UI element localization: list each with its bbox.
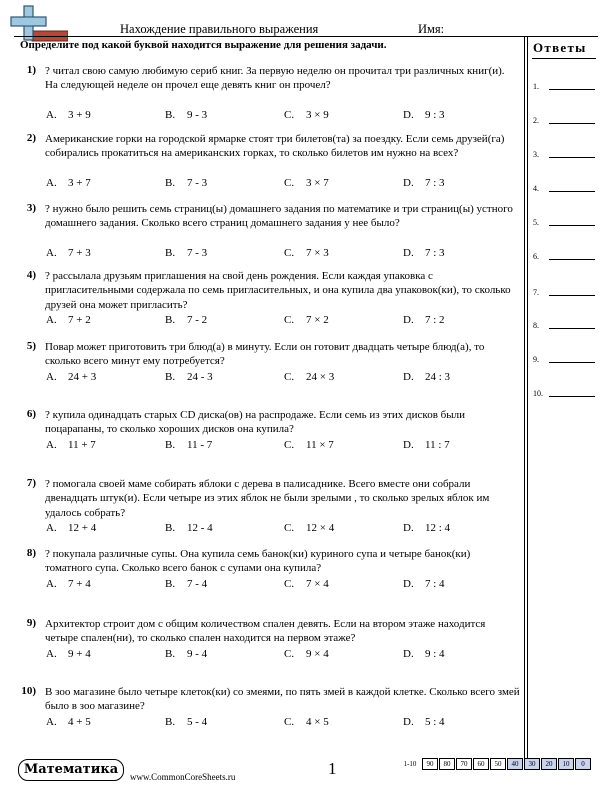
option-expression: 4 × 5 [306,715,329,728]
option-expression: 7 - 4 [187,577,208,590]
answer-blank[interactable] [549,396,595,397]
option-expression: 3 × 7 [306,177,329,190]
option-expression: 11 + 7 [68,438,96,451]
score-cell: 0 [575,758,591,770]
option-letter: B. [165,577,176,590]
option-expression: 7 : 3 [425,177,445,190]
answer-option[interactable] [165,177,207,189]
option-letter: D. [403,177,414,190]
answer-number: 9. [533,355,539,364]
option-letter: C. [284,370,295,383]
question-text: В зоо магазине было четыре клеток(ки) со змеями, по пять змей в каждой клетке. Сколько всего змей было в зоо магазине? [45,686,520,713]
option-expression: 11 : 7 [425,438,450,451]
answer-option[interactable] [284,109,329,121]
option-letter: A. [46,438,57,451]
question-number: 5) [26,340,36,352]
answer-option[interactable] [165,314,207,326]
option-letter: A. [46,177,57,190]
subject-badge: Математика [18,759,124,781]
answer-line[interactable] [533,181,595,193]
answer-number: 2. [533,116,539,125]
answer-option[interactable] [403,578,445,590]
option-letter: C. [284,177,295,190]
score-cell: 50 [490,758,506,770]
answer-option[interactable] [165,648,207,660]
answer-option[interactable] [165,109,207,121]
answer-number: 10. [533,389,543,398]
answer-option[interactable] [46,177,91,189]
option-letter: D. [403,577,414,590]
score-cell: 60 [473,758,489,770]
score-cell: 30 [524,758,540,770]
answer-blank[interactable] [549,123,595,124]
option-letter: C. [284,577,295,590]
option-letter: C. [284,247,295,260]
score-cell: 10 [558,758,574,770]
option-expression: 9 : 4 [425,647,445,660]
answer-line[interactable] [533,113,595,125]
answer-column-divider [524,36,525,758]
answer-number: 8. [533,321,539,330]
option-expression: 7 - 3 [187,247,208,260]
score-cell: 80 [439,758,455,770]
answer-option[interactable] [284,522,334,534]
option-expression: 7 : 3 [425,247,445,260]
option-letter: B. [165,109,176,122]
header-divider [14,36,598,37]
option-letter: D. [403,438,414,451]
answer-number: 5. [533,218,539,227]
question-number: 3) [26,202,36,214]
question-number: 9) [26,617,36,629]
option-letter: C. [284,438,295,451]
answer-option[interactable] [284,314,329,326]
answer-line[interactable] [533,352,595,364]
answer-number: 1. [533,82,539,91]
question-text: ? покупала различные супы. Она купила семь банок(ки) куриного супа и четыре банок(ки) томатного супа. Сколько всего банок с супами она купила? [45,548,471,575]
answer-option[interactable] [403,522,450,534]
option-expression: 7 × 2 [306,314,329,327]
option-letter: C. [284,109,295,122]
answer-option[interactable] [165,578,207,590]
answer-line[interactable] [533,285,595,297]
option-expression: 3 + 7 [68,177,91,190]
question-number: 4) [26,269,36,281]
answer-option[interactable] [403,109,445,121]
option-expression: 9 - 3 [187,109,208,122]
question-text: ? рассылала друзьям приглашения на свой день рождения. Если каждая упаковка с пригласительными содержала по семь пригласительных, и она купила два упаковок(ки), то сколько друзей она может пригласить? [45,270,511,311]
answer-option[interactable] [46,522,96,534]
option-letter: B. [165,177,176,190]
option-expression: 9 - 4 [187,647,208,660]
score-strip [398,758,592,770]
question-text: Архитектор строит дом с общим количеством спален девять. Если на втором этаже находится четыре спален(ни), то сколько спален находится на первом этаже? [45,618,486,645]
answer-number: 7. [533,288,539,297]
answer-option[interactable] [46,247,91,259]
option-expression: 9 + 4 [68,647,91,660]
answer-option[interactable] [403,247,445,259]
answer-option[interactable] [403,177,445,189]
answer-number: 6. [533,252,539,261]
score-cell: 40 [507,758,523,770]
answer-line[interactable] [533,386,595,398]
answer-option[interactable] [46,439,96,451]
answer-blank[interactable] [549,89,595,90]
option-letter: A. [46,314,57,327]
option-letter: D. [403,247,414,260]
option-letter: D. [403,715,414,728]
option-letter: D. [403,522,414,535]
answer-line[interactable] [533,147,595,159]
option-expression: 5 - 4 [187,715,208,728]
plus-logo-icon [8,4,68,44]
option-expression: 12 × 4 [306,522,335,535]
option-expression: 3 × 9 [306,109,329,122]
question-number: 7) [26,477,36,489]
option-expression: 7 : 2 [425,314,445,327]
option-expression: 7 + 4 [68,577,91,590]
option-expression: 24 : 3 [425,370,451,383]
question-number: 6) [26,408,36,420]
name-label: Имя: [418,22,445,36]
option-expression: 12 + 4 [68,522,97,535]
question-text: Повар может приготовить три блюд(а) в минуту. Если он готовит двадцать четыре блюд(а), то сколько всего минут ему потребуется? [45,341,485,368]
score-cell: 20 [541,758,557,770]
option-expression: 7 × 3 [306,247,329,260]
score-cell: 90 [422,758,438,770]
option-letter: A. [46,715,57,728]
answer-option[interactable] [284,439,334,451]
option-letter: D. [403,647,414,660]
answers-heading-underline [532,58,596,59]
answer-blank[interactable] [549,328,595,329]
option-expression: 9 × 4 [306,647,329,660]
option-letter: A. [46,647,57,660]
option-expression: 24 - 3 [187,370,213,383]
answer-option[interactable] [46,109,91,121]
answer-blank[interactable] [549,259,595,260]
option-expression: 12 - 4 [187,522,213,535]
option-letter: C. [284,647,295,660]
option-letter: B. [165,522,176,535]
option-letter: D. [403,109,414,122]
site-url: www.CommonCoreSheets.ru [130,772,236,782]
instructions: Определите под какой буквой находится выражение для решения задачи. [20,39,387,51]
option-expression: 11 - 7 [187,438,213,451]
answer-blank[interactable] [549,157,595,158]
question-text: ? купила одинадцать старых CD диска(ов) на распродаже. Если семь из этих дисков были поцарапаны, то сколько хороших дисков она купила? [45,409,466,436]
answer-option[interactable] [284,177,329,189]
worksheet-title: Нахождение правильного выражения [120,22,319,36]
answer-option[interactable] [403,371,450,383]
question-text: Американские горки на городской ярмарке стоят три билетов(та) за поездку. Если семь друзей(га) собирались прокатиться на американских горках, то сколько билетов им нужно на всех? [45,133,505,160]
option-letter: D. [403,370,414,383]
option-letter: B. [165,314,176,327]
question-text: ? читал свою самую любимую сериб книг. За первую неделю он прочитал три различных книг(и). На следующей неделе он прочел еще девять книг он прочел? [45,65,505,92]
option-letter: B. [165,247,176,260]
answer-option[interactable] [403,314,445,326]
answer-line[interactable] [533,215,595,227]
answer-option[interactable] [165,439,212,451]
question-number: 1) [26,64,36,76]
question-text: ? нужно было решить семь страниц(ы) домашнего задания по математике и три страниц(ы) устного домашнего задания. Сколько всего страниц домашнего задания у нее было? [45,203,513,230]
answer-option[interactable] [284,648,329,660]
option-letter: C. [284,314,295,327]
option-letter: B. [165,370,176,383]
option-expression: 11 × 7 [306,438,334,451]
answer-column-divider-inner [527,36,528,758]
answer-blank[interactable] [549,191,595,192]
answer-option[interactable] [284,371,334,383]
answer-line[interactable] [533,318,595,330]
answer-blank[interactable] [549,225,595,226]
option-expression: 12 : 4 [425,522,451,535]
score-range-label: 1-10 [403,760,417,768]
question-number: 8) [26,547,36,559]
option-letter: A. [46,522,57,535]
answer-option[interactable] [165,247,207,259]
answer-option[interactable] [403,716,445,728]
option-letter: B. [165,715,176,728]
option-letter: A. [46,370,57,383]
answer-option[interactable] [46,371,96,383]
option-expression: 24 + 3 [68,370,97,383]
answer-option[interactable] [284,247,329,259]
answer-line[interactable] [533,249,595,261]
option-letter: A. [46,577,57,590]
page-number: 1 [328,759,337,778]
answer-option[interactable] [165,371,213,383]
answer-blank[interactable] [549,362,595,363]
question-number: 10) [21,685,36,697]
option-expression: 7 - 2 [187,314,208,327]
answer-option[interactable] [46,578,91,590]
answer-option[interactable] [284,578,329,590]
score-cell: 70 [456,758,472,770]
option-letter: A. [46,247,57,260]
answer-option[interactable] [46,314,91,326]
answer-option[interactable] [403,648,445,660]
option-expression: 7 + 2 [68,314,91,327]
option-expression: 7 : 4 [425,577,445,590]
answer-option[interactable] [165,522,213,534]
answer-option[interactable] [165,716,207,728]
option-letter: A. [46,109,57,122]
answer-option[interactable] [284,716,329,728]
option-letter: D. [403,314,414,327]
option-expression: 3 + 9 [68,109,91,122]
question-number: 2) [26,132,36,144]
option-letter: C. [284,715,295,728]
option-letter: B. [165,438,176,451]
answer-blank[interactable] [549,295,595,296]
answers-heading: Ответы [533,40,587,55]
option-expression: 7 × 4 [306,577,329,590]
question-text: ? помогала своей маме собирать яблоки с дерева в палисаднике. Всего вместе они собрали двенадцать штук(и). Если четыре из этих яблок не были зрелыми , то сколько зрелых яблок им удалось собрать? [45,478,490,519]
answer-number: 4. [533,184,539,193]
option-expression: 7 - 3 [187,177,208,190]
answer-line[interactable] [533,79,595,91]
option-expression: 7 + 3 [68,247,91,260]
answer-option[interactable] [46,648,91,660]
option-expression: 5 : 4 [425,715,445,728]
option-expression: 9 : 3 [425,109,445,122]
answer-option[interactable] [46,716,91,728]
option-expression: 4 + 5 [68,715,91,728]
option-expression: 24 × 3 [306,370,335,383]
answer-option[interactable] [403,439,450,451]
option-letter: B. [165,647,176,660]
answer-number: 3. [533,150,539,159]
option-letter: C. [284,522,295,535]
